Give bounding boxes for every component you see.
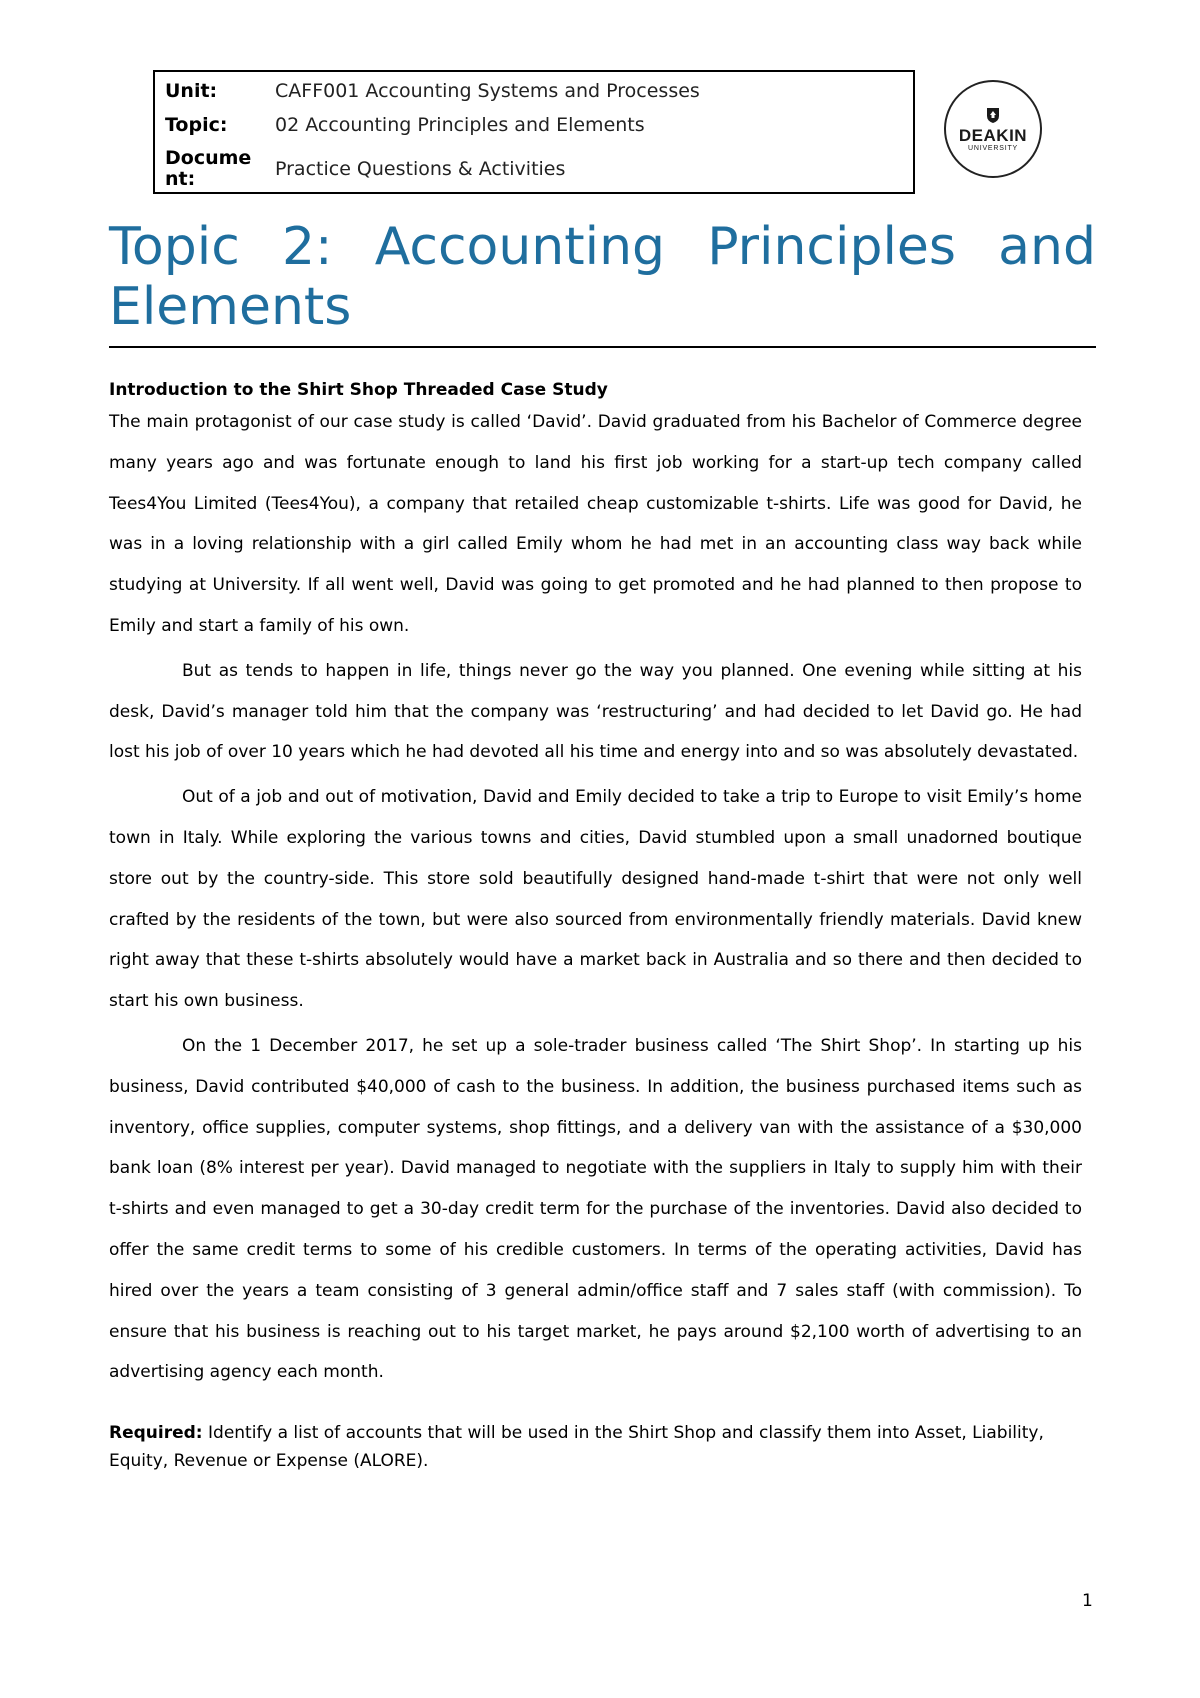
topic-label: Topic: (165, 114, 228, 136)
document-label-line2: nt: (165, 168, 196, 190)
header-row-unit (165, 81, 903, 102)
document-label (165, 148, 275, 190)
page-number: 1 (1082, 1591, 1093, 1611)
topic-value: 02 Accounting Principles and Elements (275, 114, 645, 136)
logo-name: DEAKIN (958, 125, 1028, 145)
deakin-crest-icon (985, 106, 1001, 124)
document-header-box (153, 70, 915, 194)
document-label-line1: Docume (165, 147, 252, 169)
unit-label: Unit: (165, 80, 218, 102)
header-row-document (165, 148, 903, 190)
paragraph-1: The main protagonist of our case study is called ‘David’. David graduated from his Bachelor of Commerce degree many years ago and was fortunate enough to land his first job working for a start-up tech company called Tees4You Limited (Tees4You), a company that retailed cheap customizable t-shirts. Life was good for David, he was in a loving relationship with a girl called Emily whom he had met in an accounting class way back while studying at University. If all went well, David was going to get promoted and he had planned to then propose to Emily and start a family of his own. (109, 412, 1082, 636)
title-divider (109, 346, 1096, 348)
document-body (109, 380, 1082, 1475)
deakin-logo (944, 80, 1042, 178)
logo-subtitle: UNIVERSITY (967, 144, 1018, 152)
unit-value: CAFF001 Accounting Systems and Processes (275, 80, 700, 102)
paragraph-3: Out of a job and out of motivation, David and Emily decided to take a trip to Europe to visit Emily’s home town in Italy. While exploring the various towns and cities, David stumbled upon a small unadorned boutique store out by the country-side. This store sold beautifully designed hand-made t-shirt that were not only well crafted by the residents of the town, but were also sourced from environmentally friendly materials. David knew right away that these t-shirts absolutely would have a market back in Australia and so there and then decided to start his own business. (109, 787, 1082, 1012)
page-title: Topic 2: Accounting Principles and Elements (109, 217, 1096, 337)
paragraph-4: On the 1 December 2017, he set up a sole-trader business called ‘The Shirt Shop’. In starting up his business, David contributed $40,000 of cash to the business. In addition, the business purchased items such as inventory, office supplies, computer systems, shop fittings, and a delivery van with the assistance of a $30,000 bank loan (8% interest per year). David managed to negotiate with the suppliers in Italy to supply him with their t-shirts and even managed to get a 30-day credit term for the purchase of the inventories. David also decided to offer the same credit terms to some of his credible customers. In terms of the operating activities, David has hired over the years a team consisting of 3 general admin/office staff and 7 sales staff (with commission). To ensure that his business is reaching out to his target market, he pays around $2,100 worth of advertising to an advertising agency each month. (109, 1035, 1082, 1383)
header-row-topic (165, 115, 903, 136)
document-value: Practice Questions & Activities (275, 158, 566, 180)
required-instruction (109, 1419, 1082, 1475)
intro-heading: Introduction to the Shirt Shop Threaded Case Study (109, 380, 608, 400)
required-label: Required: (109, 1423, 203, 1444)
paragraph-2: But as tends to happen in life, things never go the way you planned. One evening while sitting at his desk, David’s manager told him that the company was ‘restructuring’ and had decided to let David go. He had lost his job of over 10 years which he had devoted all his time and energy into and so was absolutely devastated. (109, 660, 1082, 763)
required-text: Identify a list of accounts that will be used in the Shirt Shop and classify them into Asset, Liability, Equity, Revenue or Expense (ALORE). (109, 1423, 1044, 1472)
